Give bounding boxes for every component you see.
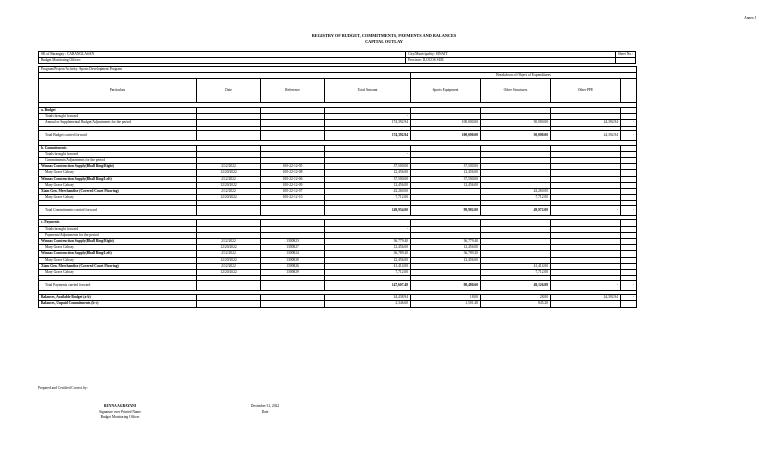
row-total: 7,712.00 bbox=[325, 269, 411, 275]
row-particulars: Xiam Gen. Merchandise (Covered Court Flooring) bbox=[39, 188, 197, 194]
row-date: 2/12/2022 bbox=[197, 238, 261, 244]
total-sports: 99,982.00 bbox=[411, 205, 481, 215]
signature-block bbox=[80, 404, 160, 421]
budget-total-row bbox=[39, 131, 637, 141]
total-label: Total Budget carried forward bbox=[39, 131, 197, 141]
total-label: Total Commitments carried forward bbox=[39, 205, 197, 215]
balance-available-sports: 18.00 bbox=[411, 295, 481, 301]
row-reference: 100-22-12-06 bbox=[261, 176, 325, 182]
row-date: 2/12/2022 bbox=[197, 251, 261, 257]
balance-available-label: Balances, Available Budget (a-b) bbox=[39, 295, 197, 301]
row-total: 42,260.00 bbox=[325, 188, 411, 194]
program-label: Program/Project/Activity: Sports Development Program bbox=[41, 67, 122, 71]
row-particulars: Totals brought forward bbox=[39, 226, 197, 232]
sk-barangay: SK of Barangay : CABANGLASAN bbox=[39, 52, 406, 58]
row-reference: 1300823 bbox=[261, 238, 325, 244]
row-particulars: Mary Grace Cabcay bbox=[39, 195, 197, 201]
payments-total-row bbox=[39, 280, 637, 290]
row-total: - bbox=[325, 226, 411, 232]
total-amount: 149,954.00 bbox=[325, 205, 411, 215]
row-date: 12/20/2022 bbox=[197, 182, 261, 188]
total-extra: - bbox=[621, 280, 637, 290]
date-block bbox=[228, 404, 302, 415]
row-extra: - bbox=[621, 120, 637, 126]
balance-available-other-ppe: 24,392.94 bbox=[551, 295, 621, 301]
balance-available-total: 24,438.94 bbox=[325, 295, 411, 301]
col-particulars: Particulars bbox=[39, 79, 197, 103]
row-particulars: Mary Grace Cabcay bbox=[39, 269, 197, 275]
row-reference: 100-22-12-08 bbox=[261, 170, 325, 176]
total-other-ppe: - bbox=[551, 280, 621, 290]
date-label: Date bbox=[261, 409, 269, 414]
budget-officer: Budget Monitoring Officer: bbox=[39, 58, 406, 64]
row-total: 41,414.00 bbox=[325, 263, 411, 269]
row-date: 12/20/2022 bbox=[197, 245, 261, 251]
signatory-role: Budget Monitoring Officer bbox=[100, 415, 140, 419]
total-amount: 174,392.94 bbox=[325, 131, 411, 141]
signature-date: December 31, 2022 bbox=[250, 404, 280, 408]
row-particulars: Mary Grace Cabcay bbox=[39, 182, 197, 188]
prepared-by-label: Prepared and Certified Correct by: bbox=[38, 386, 88, 390]
row-particulars: Totals brought forward bbox=[39, 114, 197, 120]
annex-label: Annex J bbox=[744, 16, 756, 20]
signature-caption: Signature over Printed Name bbox=[99, 409, 141, 414]
document-subtitle: CAPITAL OUTLAY bbox=[365, 38, 403, 44]
total-label: Total Payments carried forward bbox=[39, 280, 197, 290]
total-other-structures: 49,972.00 bbox=[481, 205, 551, 215]
row-reference: 100-22-12-09 bbox=[261, 182, 325, 188]
row-total: 12,456.00 bbox=[325, 182, 411, 188]
payments-rows bbox=[39, 226, 637, 276]
row-particulars: Mary Grace Cabcay bbox=[39, 245, 197, 251]
row-sports: 12,456.00 bbox=[411, 245, 481, 251]
row-total: 12,456.00 bbox=[325, 257, 411, 263]
document-title: REGISTRY OF BUDGET, COMMITMENTS, PAYMENTS AND BALANCES bbox=[311, 33, 457, 38]
signatory-name: REYNA AGBAYANI bbox=[103, 404, 137, 408]
row-date: 12/20/2022 bbox=[197, 195, 261, 201]
row-particulars: Winnas Construction Supply(Bball Ring/Left) bbox=[39, 251, 197, 257]
total-other-structures: 49,126.88 bbox=[481, 280, 551, 290]
row-particulars: Mary Grace Cabcay bbox=[39, 170, 197, 176]
total-sports: 100,000.00 bbox=[411, 131, 481, 141]
total-extra: - bbox=[621, 131, 637, 141]
row-total: 36,789.20 bbox=[325, 251, 411, 257]
row-date: 2/12/2022 bbox=[197, 188, 261, 194]
row-sports: 12,456.00 bbox=[411, 257, 481, 263]
row-total: 37,500.00 bbox=[325, 164, 411, 170]
breakdown-header: Breakdown of Object of Expenditures bbox=[411, 73, 637, 79]
col-other-structures: Other Structures bbox=[481, 79, 551, 103]
row-reference: 1300829 bbox=[261, 269, 325, 275]
row-particulars: Payments/Adjustments for the period bbox=[39, 232, 197, 238]
province: Province: ILOCOS SUR bbox=[406, 58, 616, 64]
row-particulars: Winnas Construction Supply(Bball Ring/Right) bbox=[39, 164, 197, 170]
row-sports: 36,789.20 bbox=[411, 251, 481, 257]
row-particulars: Totals brought forward bbox=[39, 151, 197, 157]
row-particulars: Winnas Construction Supply(Bball Ring/Left) bbox=[39, 176, 197, 182]
row-total: - bbox=[325, 114, 411, 120]
total-extra: - bbox=[621, 205, 637, 215]
commitments-rows bbox=[39, 151, 637, 201]
balance-available-other-structures: 28.00 bbox=[481, 295, 551, 301]
row-date: 2/12/2022 bbox=[197, 263, 261, 269]
col-sports-equipment: Sports Equipment bbox=[411, 79, 481, 103]
section-heading-budget: a. Budget bbox=[39, 107, 197, 113]
row-total: 174,392.94 bbox=[325, 120, 411, 126]
row-reference: 1300827 bbox=[261, 245, 325, 251]
total-amount: 147,607.48 bbox=[325, 280, 411, 290]
balance-available-extra: - bbox=[621, 295, 637, 301]
row-reference: 100-22-12-10 bbox=[261, 195, 325, 201]
row-reference: 1300828 bbox=[261, 257, 325, 263]
balance-unpaid-total: 2,346.60 bbox=[325, 301, 411, 307]
row-sports: 100,000.00 bbox=[411, 120, 481, 126]
row-particulars: Xiam Gen. Merchandise (Covered Court Flooring) bbox=[39, 263, 197, 269]
row-date: 12/20/2022 bbox=[197, 170, 261, 176]
balance-unpaid-other-structures: 845.20 bbox=[481, 301, 551, 307]
row-date: 12/20/2022 bbox=[197, 257, 261, 263]
row-date: 2/12/2022 bbox=[197, 176, 261, 182]
row-particulars: Annual or Supplemental Budget/Adjustments for the period bbox=[39, 120, 197, 126]
row-particulars: Winnas Construction Supply(Bball Ring/Right) bbox=[39, 238, 197, 244]
row-total: 12,456.00 bbox=[325, 245, 411, 251]
section-heading-commitments: b. Commitments bbox=[39, 145, 197, 151]
row-reference: 1300824 bbox=[261, 251, 325, 257]
row-reference: 100-22-12-07 bbox=[261, 188, 325, 194]
row-reference: 1300826 bbox=[261, 263, 325, 269]
sheet-no: Sheet No.: bbox=[615, 52, 635, 58]
row-sports: 37,500.00 bbox=[411, 176, 481, 182]
section-heading-payments: c. Payments bbox=[39, 220, 197, 226]
city-municipality: City/Municipality: SINAIT bbox=[406, 52, 616, 58]
total-other-ppe: - bbox=[551, 205, 621, 215]
row-other-ppe: 24,392.94 bbox=[551, 120, 621, 126]
col-other-ppe: Other PPE bbox=[551, 79, 621, 103]
total-sports: 98,480.60 bbox=[411, 280, 481, 290]
row-total: 7,712.00 bbox=[325, 195, 411, 201]
row-other-structures: 42,260.00 bbox=[481, 188, 551, 194]
row-reference: 100-22-12-05 bbox=[261, 164, 325, 170]
row-date: 12/20/2022 bbox=[197, 269, 261, 275]
row-other-structures: 7,712.00 bbox=[481, 269, 551, 275]
row-total: 12,456.00 bbox=[325, 170, 411, 176]
balance-unpaid-sports: 1,501.40 bbox=[411, 301, 481, 307]
row-total: 37,500.00 bbox=[325, 176, 411, 182]
row-sports: 12,456.00 bbox=[411, 182, 481, 188]
commitments-total-row bbox=[39, 205, 637, 215]
row-other-structures: 41,414.00 bbox=[481, 263, 551, 269]
col-total-amount: Total Amount bbox=[325, 79, 411, 103]
total-other-ppe: 24,392.94 bbox=[551, 131, 621, 141]
balance-unpaid-label: Balances, Unpaid Commitments (b-c) bbox=[39, 301, 197, 307]
row-particulars: Mary Grace Cabcay bbox=[39, 257, 197, 263]
row-total: 36,779.40 bbox=[325, 238, 411, 244]
row-particulars: Commitments/Adjustments for the period bbox=[39, 157, 197, 163]
row-sports: 12,456.00 bbox=[411, 170, 481, 176]
row-date: 2/12/2022 bbox=[197, 164, 261, 170]
row-other-structures: 7,712.00 bbox=[481, 195, 551, 201]
header-info-table bbox=[38, 51, 636, 64]
col-date: Date bbox=[197, 79, 261, 103]
total-other-structures: 50,000.00 bbox=[481, 131, 551, 141]
row-sports: 37,500.00 bbox=[411, 164, 481, 170]
row-sports: 36,779.40 bbox=[411, 238, 481, 244]
registry-table bbox=[38, 66, 637, 308]
row-other-structures: 50,000.00 bbox=[481, 120, 551, 126]
col-reference: Reference bbox=[261, 79, 325, 103]
row-total: - bbox=[325, 151, 411, 157]
balance-unpaid-row bbox=[39, 301, 637, 307]
